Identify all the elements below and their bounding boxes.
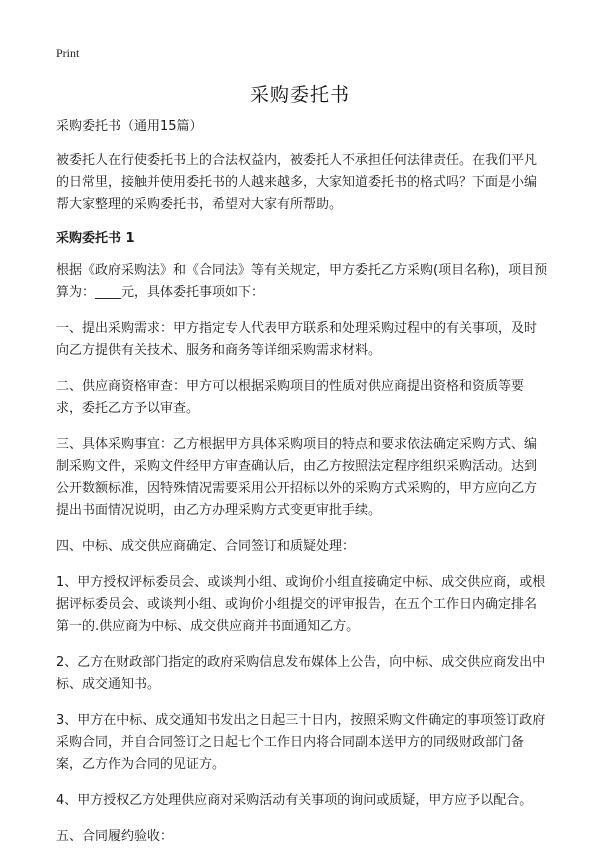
paragraph: 1、甲方授权评标委员会、或谈判小组、或询价小组直接确定中标、成交供应商，或根据评标委员会、或谈判小组、或询价小组提交的评审报告，在五个工作日内确定排名第一的.供应商为中标、成交供应商并书面通知乙方。	[56, 575, 546, 634]
paragraph: 五、合同履约验收：	[56, 829, 174, 844]
paragraph: 三、具体采购事宜：乙方根据甲方具体采购项目的特点和要求依法确定采购方式、编制采购文件，采购文件经甲方审查确认后，由乙方按照法定程序组织采购活动。达到公开数额标准，因特殊情况需要采用公开招标以外的采购方式采购的，甲方应向乙方提出书面情况说明，由乙方办理采购方式变更审批手续。	[56, 437, 538, 518]
paragraph: 四、中标、成交供应商确定、合同签订和质疑处理：	[56, 539, 356, 554]
paragraph: 二、供应商资格审查：甲方可以根据采购项目的性质对供应商提出资格和资质等要求，委托乙方予以审查。	[56, 379, 525, 416]
paragraph: 3、甲方在中标、成交通知书发出之日起三十日内，按照采购文件确定的事项签订政府采购合同，并自合同签订之日起七个工作日内将合同副本送甲方的同级财政部门备案，乙方作为合同的见证方。	[56, 713, 546, 772]
paragraph: 2、乙方在财政部门指定的政府采购信息发布媒体上公告，向中标、成交供应商发出中标、成交通知书。	[56, 655, 546, 692]
paragraph: 一、提出采购需求：甲方指定专人代表甲方联系和处理采购过程中的有关事项，及时向乙方提供有关技术、服务和商务等详细采购需求材料。	[56, 321, 538, 358]
paragraph: 根据《政府采购法》和《合同法》等有关规定，甲方委托乙方采购(项目名称)，项目预算为：____元，具体委托事项如下：	[56, 263, 548, 300]
document-subtitle: 采购委托书（通用15篇）	[56, 119, 203, 134]
intro-paragraph: 被委托人在行使委托书上的合法权益内，被委托人不承担任何法律责任。在我们平凡的日常里，接触并使用委托书的人越来越多，大家知道委托书的格式吗？下面是小编帮大家整理的采购委托书，希望对大家有所帮助。	[56, 153, 538, 212]
paragraph: 4、甲方授权乙方处理供应商对采购活动有关事项的询问或质疑，甲方应予以配合。	[56, 793, 533, 808]
document-body	[56, 116, 548, 862]
section-heading: 采购委托书 1	[56, 231, 135, 246]
page-title: 采购委托书	[249, 84, 350, 106]
print-link[interactable]: Print	[56, 46, 80, 60]
